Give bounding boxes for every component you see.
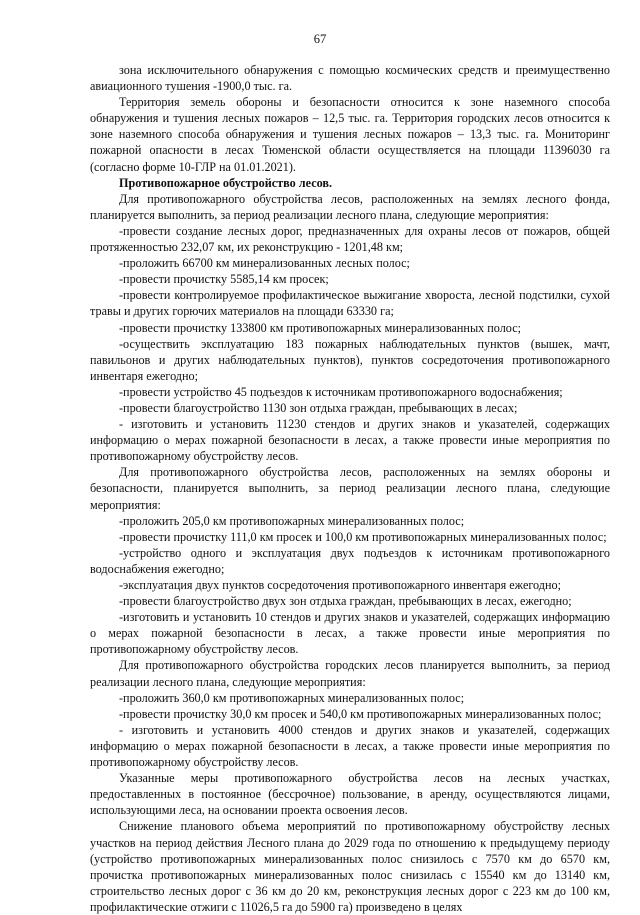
paragraph: -провести благоустройство двух зон отдыха граждан, пребывающих в лесах, ежегодно; bbox=[119, 594, 572, 609]
paragraph: -устройство одного и эксплуатация двух подъездов к источникам противопожарного водоснабжения ежегодно; bbox=[90, 545, 610, 576]
paragraph: -проложить 360,0 км противопожарных минерализованных полос; bbox=[119, 690, 465, 705]
paragraph: -проложить 66700 км минерализованных лесных полос; bbox=[119, 256, 410, 271]
paragraph: Снижение планового объема мероприятий по противопожарному обустройству лесных участков на период действия Лесного плана до 2029 года по отношению к предыдущему периоду (устройство противопожарных минерализованных полос снизилось с 7570 км до 6570 км, прочистка противопожарных минерализованных полос снизилась с 15540 км до 13140 км, строительство лесных дорог с 36 км до 20 км, реконструкция лесных дорог с 223 км до 100 км, профилактические отжиги с 11026,5 га до 5900 га) произведено в целях bbox=[90, 819, 610, 914]
paragraph: -проложить 205,0 км противопожарных минерализованных полос; bbox=[119, 513, 465, 528]
paragraph: -провести благоустройство 1130 зон отдыха граждан, пребывающих в лесах; bbox=[119, 400, 518, 415]
paragraph: Для противопожарного обустройства лесов, расположенных на землях лесного фонда, планируется выполнить, за период реализации лесного плана, следующие мероприятия: bbox=[90, 191, 610, 222]
paragraph: -провести контролируемое профилактическое выжигание хвороста, лесной подстилки, сухой травы и других горючих материалов на площади 63330 га; bbox=[90, 288, 610, 319]
paragraph: Для противопожарного обустройства городских лесов планируется выполнить, за период реализации лесного плана, следующие мероприятия: bbox=[90, 658, 610, 689]
paragraph: -провести прочистку 111,0 км просек и 100,0 км противопожарных минерализованных полос; bbox=[119, 529, 607, 544]
paragraph: -провести прочистку 133800 км противопожарных минерализованных полос; bbox=[119, 320, 522, 335]
section-heading: Противопожарное обустройство лесов. bbox=[119, 175, 333, 190]
document-body bbox=[90, 62, 610, 915]
paragraph: зона исключительного обнаружения с помощью космических средств и преимущественно авиационного тушения -1900,0 тыс. га. bbox=[90, 63, 610, 94]
paragraph: -провести прочистку 30,0 км просек и 540,0 км противопожарных минерализованных полос; bbox=[119, 706, 602, 721]
paragraph: -осуществить эксплуатацию 183 пожарных наблюдательных пунктов (вышек, мачт, павильонов и других наблюдательных пунктов), пунктов сосредоточения противопожарного инвентаря ежегодно; bbox=[90, 336, 610, 383]
paragraph: -провести создание лесных дорог, предназначенных для охраны лесов от пожаров, общей протяженностью 232,07 км, их реконструкцию - 1201,48 км; bbox=[90, 223, 610, 255]
paragraph: -изготовить и установить 10 стендов и других знаков и указателей, содержащих информацию о мерах пожарной безопасности в лесах, а также провести иные мероприятия по противопожарному обустройству лесов. bbox=[90, 610, 610, 657]
paragraph: Указанные меры противопожарного обустройства лесов на лесных участках, предоставленных в постоянное (бессрочное) пользование, в аренду, осуществляются лицами, использующими леса, на основании проекта освоения лесов. bbox=[90, 771, 610, 818]
page-number: 67 bbox=[313, 32, 327, 46]
paragraph: -провести прочистку 5585,14 км просек; bbox=[119, 272, 329, 287]
paragraph: -провести устройство 45 подъездов к источникам противопожарного водоснабжения; bbox=[119, 384, 563, 399]
paragraph: -эксплуатация двух пунктов сосредоточения противопожарного инвентаря ежегодно; bbox=[119, 578, 561, 592]
paragraph: - изготовить и установить 4000 стендов и других знаков и указателей, содержащих информацию о мерах пожарной безопасности в лесах, а также провести иные мероприятия по противопожарному обустройству лесов. bbox=[90, 722, 610, 770]
paragraph: Для противопожарного обустройства лесов, расположенных на землях обороны и безопасности, планируется выполнить, за период реализации лесного плана, следующие мероприятия: bbox=[90, 465, 610, 512]
paragraph: Территория земель обороны и безопасности относится к зоне наземного способа обнаружения и тушения лесных пожаров – 12,5 тыс. га. Территория городских лесов относится к зоне наземного способа обнаружения и тушения лесных пожаров – 13,3 тыс. га. Мониторинг пожарной опасности в лесах Тюменской области осуществляется на площади 11396030 га (согласно форме 10-ГЛР на 01.01.2021). bbox=[90, 95, 610, 174]
paragraph: - изготовить и установить 11230 стендов и других знаков и указателей, содержащих информацию о мерах пожарной безопасности в лесах, а также провести иные мероприятия по противопожарному обустройству лесов. bbox=[90, 417, 610, 464]
